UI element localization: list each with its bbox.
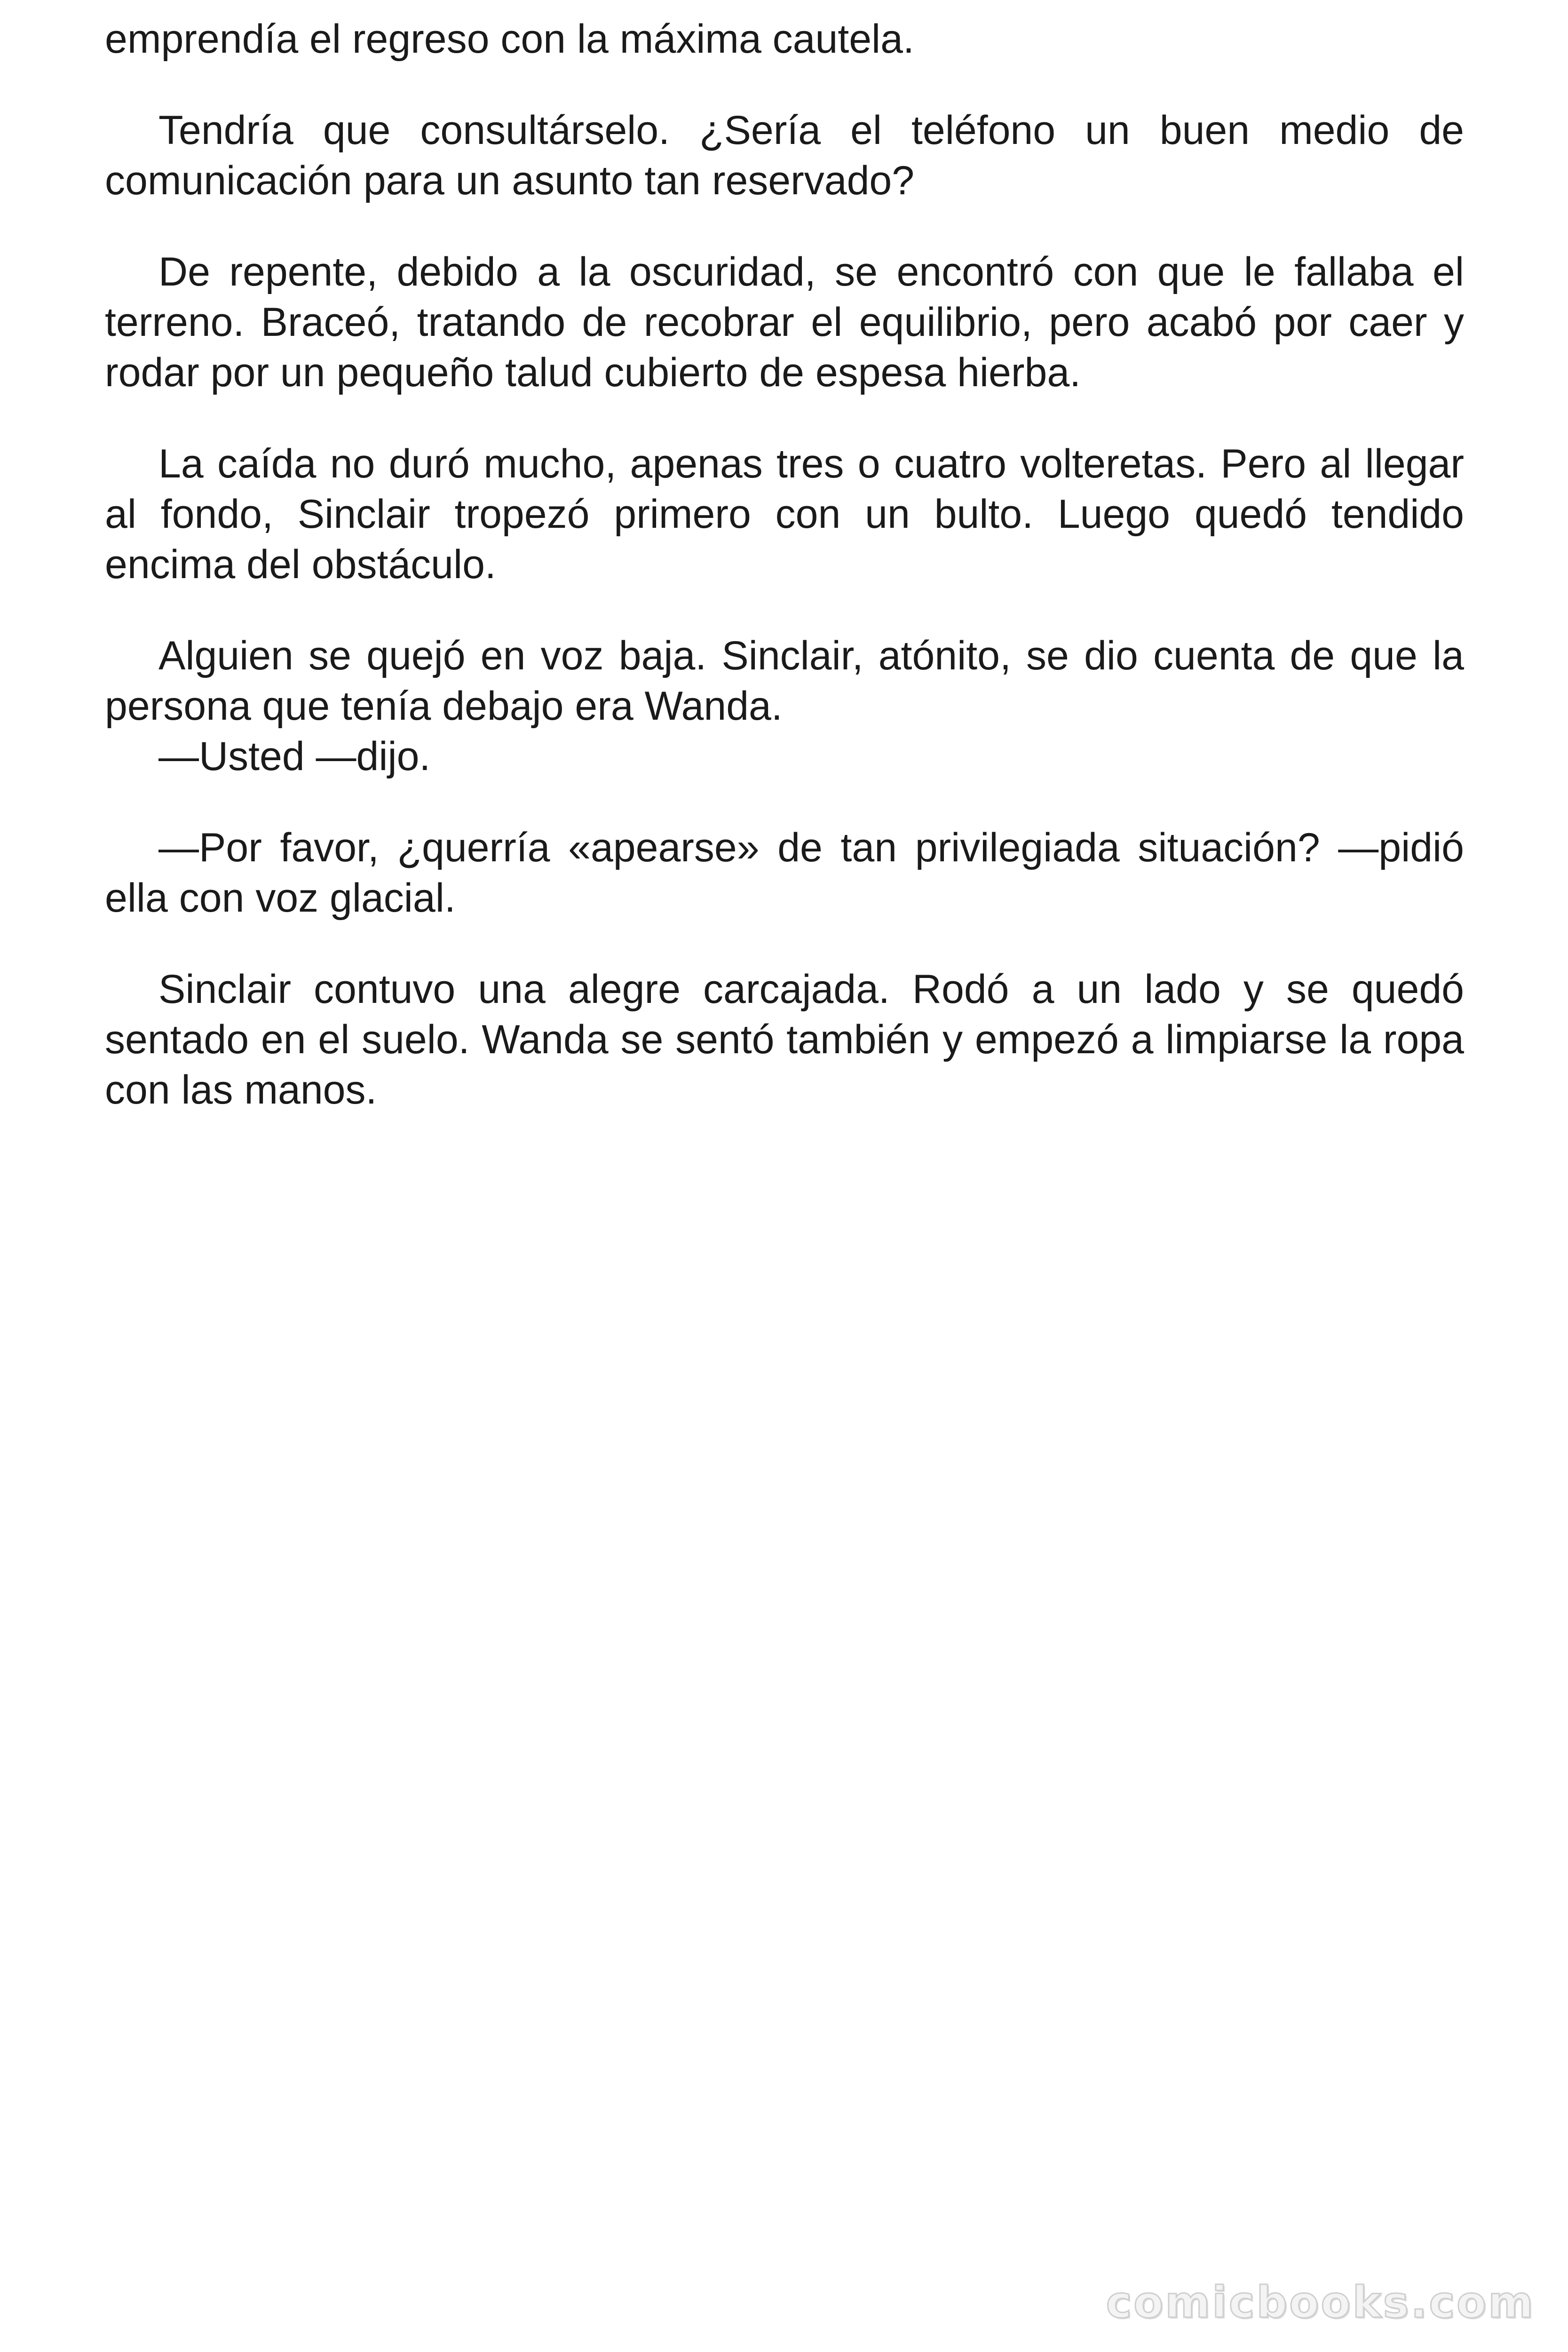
paragraph-5-text: Alguien se quejó en voz baja. Sinclair, atónito, se dio cuenta de que la persona que tenía debajo era Wanda.	[105, 633, 1464, 729]
paragraph-6: —Por favor, ¿querría «apearse» de tan privilegiada situación? —pidió ella con voz glacial.	[105, 825, 1464, 921]
paragraph-2: Tendría que consultárselo. ¿Sería el teléfono un buen medio de comunicación para un asunto tan reservado?	[105, 108, 1464, 203]
document-page	[105, 14, 1464, 1156]
paragraph-1: emprendía el regreso con la máxima cautela.	[105, 16, 914, 62]
paragraph-4: La caída no duró mucho, apenas tres o cuatro volteretas. Pero al llegar al fondo, Sinclair tropezó primero con un bulto. Luego quedó tendido encima del obstáculo.	[105, 441, 1464, 587]
paragraph-5	[105, 631, 1464, 782]
watermark-logo: comicbooks.com	[1106, 2277, 1535, 2328]
dialogue-usted: —Usted —dijo.	[158, 734, 431, 779]
paragraph-3: De repente, debido a la oscuridad, se encontró con que le fallaba el terreno. Braceó, tratando de recobrar el equilibrio, pero acabó por caer y rodar por un pequeño talud cubierto de espesa hierba.	[105, 249, 1464, 395]
paragraph-7: Sinclair contuvo una alegre carcajada. Rodó a un lado y se quedó sentado en el suelo. Wanda se sentó también y empezó a limpiarse la ropa con las manos.	[105, 967, 1464, 1112]
